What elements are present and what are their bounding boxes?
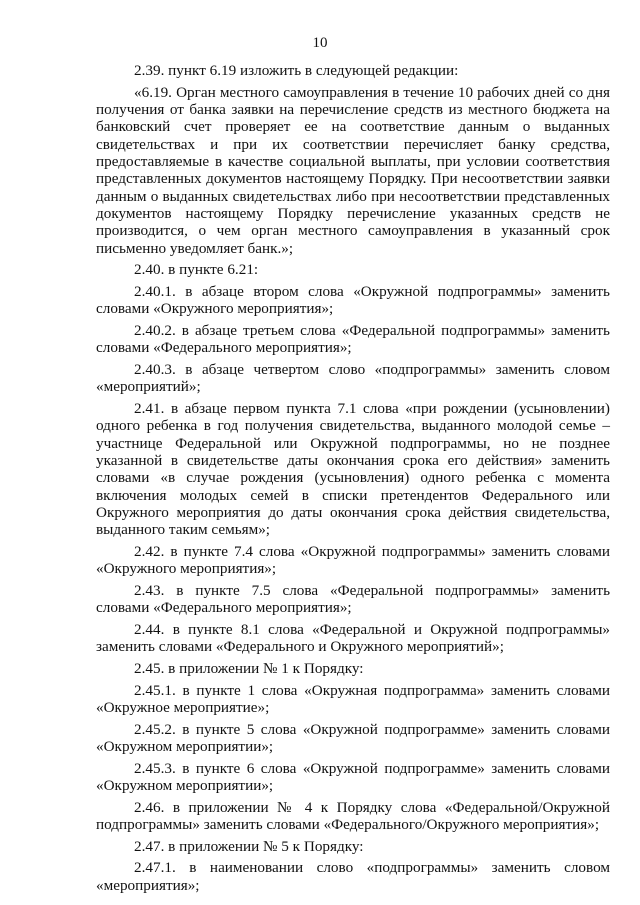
page-number: 10 xyxy=(312,35,328,51)
paragraph-2-47-1: 2.47.1. в наименовании слово «подпрограммы» заменить словом «мероприятия»; xyxy=(96,859,610,894)
paragraph-2-43: 2.43. в пункте 7.5 слова «Федеральной подпрограммы» заменить словами «Федерального мероприятия»; xyxy=(96,582,610,617)
paragraph-2-40-2: 2.40.2. в абзаце третьем слова «Федеральной подпрограммы» заменить словами «Федерального мероприятия»; xyxy=(96,322,610,357)
paragraph-2-44: 2.44. в пункте 8.1 слова «Федеральной и Окружной подпрограммы» заменить словами «Федерального и Окружного мероприятий»; xyxy=(96,620,610,656)
paragraph-2-45-3: 2.45.3. в пункте 6 слова «Окружной подпрограмме» заменить словами «Окружном мероприятии»; xyxy=(96,759,610,794)
paragraph-2-40-1: 2.40.1. в абзаце втором слова «Окружной подпрограммы» заменить словами «Окружного мероприятия»; xyxy=(96,283,610,318)
paragraph-2-41: 2.41. в абзаце первом пункта 7.1 слова «при рождении (усыновлении) одного ребенка в год получения свидетельства, выданного молодой семье – участнице Федеральной или Окружной подпрограммы, но не позднее указанной в свидетельстве даты окончания срока его действия» заменить словами «в случае рождения (усыновления) одного ребенка с момента включения молодых семей в списки претендентов Федерального или Окружного мероприятия до даты окончания срока действия свидетельства, выданного таким семьям»; xyxy=(96,399,610,539)
paragraph-2-39: 2.39. пункт 6.19 изложить в следующей редакции: xyxy=(134,62,459,79)
paragraph-2-42: 2.42. в пункте 7.4 слова «Окружной подпрограммы» заменить словами «Окружного мероприятия»; xyxy=(96,543,610,578)
paragraph-2-45: 2.45. в приложении № 1 к Порядку: xyxy=(134,659,364,677)
paragraph-2-47: 2.47. в приложении № 5 к Порядку: xyxy=(134,837,364,855)
paragraph-2-45-1: 2.45.1. в пункте 1 слова «Окружная подпрограмма» заменить словами «Окружное мероприятие»; xyxy=(96,681,610,716)
document-body xyxy=(96,62,610,894)
paragraph-2-40-3: 2.40.3. в абзаце четвертом слово «подпрограммы» заменить словом «мероприятий»; xyxy=(96,360,610,396)
paragraph-2-40: 2.40. в пункте 6.21: xyxy=(134,261,259,279)
paragraph-2-46: 2.46. в приложении № 4 к Порядку слова «Федеральной/Окружной подпрограммы» заменить словами «Федерального/Окружного мероприятия»; xyxy=(96,798,610,833)
paragraph-6-19-text: «6.19. Орган местного самоуправления в течение 10 рабочих дней со дня получения от банка заявки на перечисление средств из местного бюджета на банковский счет проверяет ее на соответствие данным о выданных свидетельствах и при их соответствии перечисляет банку средства, предоставляемые в качестве социальной выплаты, при условии соответствия представленных документов настоящему Порядку. При несоответствии заявки данным о выданных свидетельствах либо при несоответствии представленных документов настоящему Порядку перечисление указанных средств не производится, о чем орган местного самоуправления в указанный срок письменно уведомляет банк.»; xyxy=(96,83,610,257)
paragraph-2-45-2: 2.45.2. в пункте 5 слова «Окружной подпрограмме» заменить словами «Окружном мероприятии»; xyxy=(96,720,610,755)
